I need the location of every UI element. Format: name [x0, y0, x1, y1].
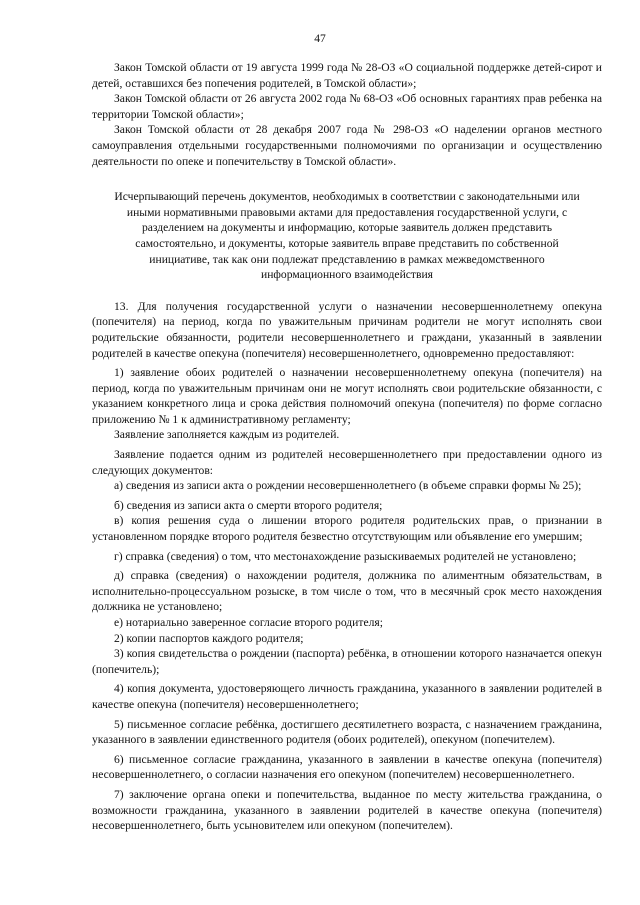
- list-item: 7) заключение органа опеки и попечительства, выданное по месту жительства гражданина, о возможности гражданина, указанного в заявлении родителей в качестве опекуна (попечителя) несовершеннолетнего, быть усыновителем или опекуном (попечителем).: [92, 787, 602, 833]
- page-number: 47: [314, 32, 326, 45]
- sub-item: е) нотариально заверенное согласие второго родителя;: [114, 616, 383, 629]
- sub-item: а) сведения из записи акта о рождении несовершеннолетнего (в объеме справки формы № 25);: [114, 479, 582, 493]
- law-reference: Закон Томской области от 19 августа 1999 года № 28-ОЗ «О социальной поддержке детей-сирот и детей, оставшихся без попечения родителей, в Томской области»;: [92, 61, 602, 90]
- law-reference: Закон Томской области от 28 декабря 2007 года № 298-ОЗ «О наделении органов местного самоуправления отдельными государственными полномочиями по организации и осуществлению деятельности по опеке и попечительству в Томской области».: [92, 123, 602, 168]
- page-content: [92, 60, 602, 834]
- section-heading: Исчерпывающий перечень документов, необходимых в соответствии с законодательными или иными нормативными правовыми актами для предоставления государственной услуги, с разделением на документы и информацию, которые заявитель должен представить самостоятельно, и документы, которые заявитель вправе представить по собственной инициативе, так как они подлежат представлению в рамках межведомственного информационного взаимодействия: [114, 190, 580, 282]
- paragraph-13-intro: 13. Для получения государственной услуги о назначении несовершеннолетнему опекуна (попечителя) на период, когда по уважительным причинам родители не могут исполнять свои родительские обязанности, родители несовершеннолетнего и граждани, указанный в заявлении родителей в качестве опекуна (попечителя) несовершеннолетнего, одновременно предоставляют:: [92, 299, 602, 360]
- sub-item: д) справка (сведения) о нахождении родителя, должника по алиментным обязательствам, в исполнительно-процессуальном розыске, в том числе о том, что в месячный срок место нахождения должника не установлено;: [92, 569, 602, 614]
- list-item: 3) копия свидетельства о рождении (паспорта) ребёнка, в отношении которого назначается опекун (попечитель);: [92, 647, 602, 676]
- list-item: 4) копия документа, удостоверяющего личность гражданина, указанного в заявлении родителей в качестве опекуна (попечителя) несовершеннолетнего;: [92, 682, 602, 711]
- list-note: Заявление заполняется каждым из родителей.: [114, 428, 340, 442]
- list-item: 2) копии паспортов каждого родителя;: [114, 631, 304, 645]
- list-note: Заявление подается одним из родителей несовершеннолетнего при предоставлении одного из следующих документов:: [92, 448, 602, 477]
- sub-item: г) справка (сведения) о том, что местонахождение разыскиваемых родителей не установлено;: [114, 549, 577, 563]
- list-item-application: 1) заявление обоих родителей о назначении несовершеннолетнему опекуна (попечителя) на период, когда по уважительным причинам они не могут исполнять свои родительские обязанности, с указанием конкретного лица и срока действия полномочий опекуна (попечителя) по форме согласно приложению № 1 к административному регламенту;: [92, 366, 602, 426]
- sub-item: в) копия решения суда о лишении второго родителя родительских прав, о признании в установленном порядке второго родителя безвестно отсутствующим или объявление его умершим;: [92, 514, 602, 544]
- list-item: 6) письменное согласие гражданина, указанного в заявлении в качестве опекуна (попечителя) несовершеннолетнего, о согласии назначения его опекуном (попечителем) несовершеннолетнего.: [92, 752, 602, 782]
- list-item: 5) письменное согласие ребёнка, достигшего десятилетнего возраста, с назначением гражданина, указанного в заявлении единственного родителя (обоих родителей), опекуном (попечителем).: [92, 717, 602, 747]
- sub-item: б) сведения из записи акта о смерти второго родителя;: [114, 498, 383, 512]
- law-reference: Закон Томской области от 26 августа 2002 года № 68-ОЗ «Об основных гарантиях прав ребенка на территории Томской области»;: [92, 92, 602, 121]
